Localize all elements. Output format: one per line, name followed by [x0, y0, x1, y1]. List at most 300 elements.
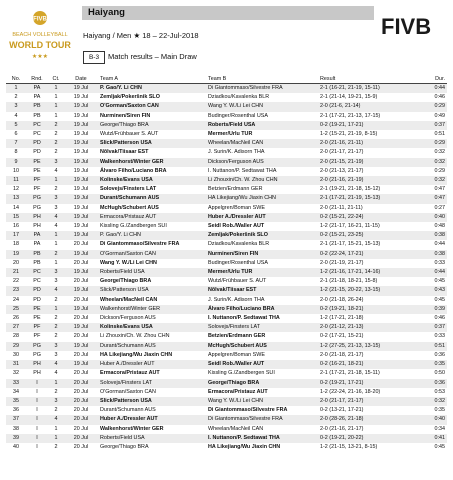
cell-court: 4	[54, 223, 58, 230]
cell-duration: 0:41	[422, 434, 447, 443]
cell-duration: 0:39	[422, 305, 447, 314]
cell-result: 0-2 (19-21, 17-21)	[318, 379, 422, 388]
cell-match-number: 35	[6, 397, 26, 406]
cell-court: 4	[54, 370, 58, 377]
cell-date: 19 Jul	[64, 176, 98, 185]
cell-team-a: Walkenhorst/Winter GER	[100, 425, 164, 432]
cell-round: PF	[33, 186, 41, 193]
cell-duration: 0:47	[422, 194, 447, 203]
cell-match-number: 32	[13, 370, 19, 377]
cell-round: I	[26, 415, 48, 424]
cell-team-a: Ermacora/Pristauz AUT	[98, 213, 206, 222]
cell-date: 20 Jul	[73, 425, 89, 432]
table-row	[6, 305, 447, 314]
table-row	[6, 397, 447, 406]
report-code: B-3	[83, 51, 105, 64]
col-header-date: Date	[64, 76, 98, 84]
cell-duration: 0:38	[422, 231, 447, 240]
cell-court: 1	[48, 176, 64, 185]
cell-court: 1	[48, 84, 64, 94]
cell-match-number: 30	[13, 351, 19, 358]
table-row	[6, 121, 447, 130]
cell-result: 0-2 (22-24, 17-21)	[318, 250, 422, 259]
cell-duration: 0:37	[422, 121, 447, 130]
cell-duration: 0:32	[422, 397, 447, 406]
cell-court: 2	[54, 333, 58, 340]
cell-match-number: 14	[13, 204, 19, 211]
cell-date: 19 Jul	[64, 231, 98, 240]
cell-team-b: Nõlvak/Tiisaar EST	[206, 286, 318, 295]
cell-match-number: 9	[6, 158, 26, 167]
cell-duration: 0:49	[434, 112, 445, 119]
cell-team-a: Dickson/Ferguson AUS	[100, 315, 156, 322]
cell-team-a: P. Gao/Y. Li CHN	[98, 231, 206, 240]
cell-date: 19 Jul	[64, 268, 98, 277]
cell-duration: 0:40	[422, 415, 447, 424]
cell-duration: 0:38	[422, 250, 447, 259]
cell-team-b: Li Zhouxin/Ch. W. Zhou CHN	[206, 176, 318, 185]
cell-court: 3	[48, 194, 64, 203]
table-row	[6, 93, 447, 102]
col-header-result: Result	[318, 76, 422, 84]
cell-team-b: Kissling G./Zandbergen SUI	[208, 370, 275, 377]
cell-round: PB	[33, 112, 41, 119]
cell-team-a: George/Thiago BRA	[100, 278, 152, 285]
cell-team-b: Seidl Rob./Waller AUT	[206, 360, 318, 369]
cell-court: 2	[48, 323, 64, 332]
cell-duration: 0:51	[422, 342, 447, 351]
results-body	[6, 84, 447, 453]
cell-result: 2-0 (21-15, 21-19)	[318, 158, 422, 167]
cell-duration: 0:37	[422, 323, 447, 332]
cell-date: 20 Jul	[73, 278, 89, 285]
event-subtitle: Haiyang / Men ★ 18 – 22-Jul-2018	[83, 31, 199, 40]
col-header-team-b: Team B	[206, 76, 318, 84]
cell-duration: 0:53	[434, 388, 445, 395]
cell-date: 19 Jul	[73, 112, 89, 119]
cell-round: I	[36, 425, 38, 432]
table-row	[6, 388, 447, 397]
cell-duration: 0:48	[434, 223, 445, 230]
cell-result: 2-0 (21-18, 21-17)	[320, 351, 364, 358]
cell-round: PG	[26, 342, 48, 351]
cell-result: 2-0 (21-17, 21-17)	[318, 397, 422, 406]
table-row	[6, 167, 447, 176]
cell-round: PE	[26, 305, 48, 314]
cell-team-a: Huber A./Dressler AUT	[98, 360, 206, 369]
cell-team-b: Betzien/Erdmann GER	[208, 333, 266, 340]
cell-team-a: Huber A./Dressler AUT	[98, 415, 206, 424]
cell-match-number: 6	[14, 131, 18, 138]
cell-team-a: Kolinske/Evans USA	[98, 176, 206, 185]
cell-duration: 0:47	[434, 186, 445, 193]
cell-team-b: I. Nuttanon/P. Sedtawat THA	[206, 434, 318, 443]
cell-court: 1	[54, 94, 58, 101]
cell-date: 19 Jul	[64, 84, 98, 94]
table-row	[6, 158, 447, 167]
cell-result: 2-1 (19-21, 21-18, 15-12)	[320, 186, 381, 193]
cell-match-number: 20	[13, 259, 19, 266]
table-row	[6, 332, 447, 341]
cell-team-b: Mermer/Urlu TUR	[206, 268, 318, 277]
cell-duration: 0:29	[434, 167, 445, 174]
cell-team-b: Di Giantommaso/Silvestre FRA	[208, 407, 288, 414]
cell-duration: 0:32	[422, 176, 447, 185]
cell-match-number: 28	[13, 333, 19, 340]
cell-duration: 0:46	[434, 315, 445, 322]
cell-result: 1-2 (21-15, 20-22, 13-15)	[318, 286, 422, 295]
cell-match-number: 25	[6, 305, 26, 314]
cell-result: 2-0 (21-16, 21-19)	[318, 176, 422, 185]
cell-date: 20 Jul	[73, 296, 89, 303]
cell-round: PE	[33, 167, 41, 174]
cell-date: 19 Jul	[64, 286, 98, 295]
cell-result: 2-0 (21-6, 21-14)	[318, 102, 422, 111]
cell-team-a: Durant/Schumann AUS	[100, 407, 156, 414]
table-row	[6, 286, 447, 295]
cell-team-a: Wheelan/MacNeil CAN	[100, 296, 158, 303]
col-header-team-a: Team A	[98, 76, 206, 84]
event-title: Haiyang	[88, 7, 125, 18]
table-row	[6, 176, 447, 185]
cell-round: I	[36, 443, 38, 450]
cell-date: 19 Jul	[73, 223, 89, 230]
cell-date: 19 Jul	[64, 158, 98, 167]
cell-date: 20 Jul	[73, 315, 89, 322]
cell-duration: 0:35	[422, 360, 447, 369]
cell-date: 20 Jul	[73, 407, 89, 414]
logo-worldtour-text: WORLD TOUR	[9, 40, 71, 50]
cell-team-a: Wang Y. W./Li Lei CHN	[100, 259, 157, 266]
cell-result: 2-0 (21-17, 21-17)	[320, 149, 364, 156]
cell-round: PE	[26, 158, 48, 167]
cell-team-b: Ermacora/Pristauz AUT	[208, 388, 268, 395]
cell-result: 1-2 (27-25, 21-13, 13-15)	[318, 342, 422, 351]
cell-result: 1-2 (21-17, 16-21, 11-15)	[320, 223, 380, 230]
cell-team-a: Kolinske/Evans USA	[98, 323, 206, 332]
table-row	[6, 185, 447, 194]
cell-team-b: Wheelan/MacNeil CAN	[206, 139, 318, 148]
cell-date: 19 Jul	[64, 305, 98, 314]
cell-round: PD	[26, 139, 48, 148]
col-header-duration: Dur.	[422, 76, 447, 84]
cell-match-number: 17	[6, 231, 26, 240]
cell-duration: 0:50	[434, 370, 445, 377]
cell-duration: 0:27	[434, 204, 445, 211]
cell-court: 2	[48, 250, 64, 259]
cell-duration: 0:44	[434, 241, 445, 248]
cell-duration: 0:32	[434, 149, 445, 156]
cell-court: 3	[48, 158, 64, 167]
cell-result: 2-0 (21-11, 21-11)	[320, 204, 363, 211]
svg-text:FIVB: FIVB	[381, 14, 432, 39]
table-row	[6, 425, 447, 434]
table-row	[6, 296, 447, 305]
cell-result: 1-2 (15-21, 21-19, 8-15)	[320, 131, 378, 138]
cell-round: PA	[33, 94, 41, 101]
cell-team-b: Wheelan/MacNeil CAN	[208, 425, 264, 432]
cell-team-b: J. Surin/K. Adisorn THA	[208, 296, 265, 303]
cell-duration: 0:40	[422, 213, 447, 222]
cell-court: 1	[48, 102, 64, 111]
cell-team-a: Zemljak/Pokeršnik SLO	[100, 94, 160, 101]
cell-match-number: 8	[14, 149, 18, 156]
cell-match-number: 31	[6, 360, 26, 369]
cell-round: I	[26, 379, 48, 388]
cell-match-number: 40	[13, 443, 19, 450]
table-row	[6, 379, 447, 388]
cell-date: 19 Jul	[73, 94, 89, 101]
cell-court: 1	[48, 379, 64, 388]
cell-round: PD	[26, 286, 48, 295]
cell-match-number: 1	[6, 84, 26, 94]
cell-date: 20 Jul	[73, 333, 89, 340]
cell-result: 0-2 (17-21, 15-21)	[320, 333, 364, 340]
cell-team-b: Appelgren/Boman SWE	[208, 204, 265, 211]
cell-match-number: 26	[13, 315, 19, 322]
cell-round: PB	[26, 102, 48, 111]
cell-team-a: Solovejs/Finsters LAT	[98, 379, 206, 388]
col-header-no: No.	[6, 76, 26, 84]
table-row	[6, 231, 447, 240]
cell-round: PD	[33, 149, 41, 156]
cell-court: 4	[48, 360, 64, 369]
cell-duration: 0:32	[422, 158, 447, 167]
cell-round: PG	[33, 204, 41, 211]
table-row	[6, 259, 447, 268]
table-row	[6, 213, 447, 222]
cell-round: PF	[26, 176, 48, 185]
cell-result: 0-2 (19-21, 18-21)	[318, 305, 422, 314]
cell-team-a: Slick/Patterson USA	[98, 286, 206, 295]
cell-team-a: Walkenhorst/Winter GER	[98, 158, 206, 167]
cell-court: 3	[54, 278, 58, 285]
cell-match-number: 11	[6, 176, 26, 185]
table-row	[6, 277, 447, 286]
cell-round: PH	[26, 213, 48, 222]
cell-match-number: 2	[14, 94, 18, 101]
logo-stars: ★★★	[31, 53, 49, 60]
cell-team-b: I. Nuttanon/P. Sedtawat THA	[208, 315, 280, 322]
cell-result: 2-1 (21-14, 19-21, 15-9)	[320, 94, 378, 101]
cell-team-a: HA Likejiang/Wu Jiaxin CHN	[100, 351, 173, 358]
cell-result: 1-2 (21-16, 17-21, 14-16)	[318, 268, 422, 277]
cell-team-b: Solovejs/Finsters LAT	[206, 323, 318, 332]
cell-match-number: 15	[6, 213, 26, 222]
cell-team-a: Nurminen/Siren FIN	[100, 112, 151, 119]
cell-result: 2-1 (16-21, 21-19, 15-11)	[318, 84, 422, 94]
cell-result: 2-1 (21-18, 18-21, 15-8)	[320, 278, 378, 285]
cell-team-b: Nurminen/Siren FIN	[206, 250, 318, 259]
cell-date: 20 Jul	[73, 259, 89, 266]
cell-team-b: Seidl Rob./Waller AUT	[208, 223, 265, 230]
cell-match-number: 22	[13, 278, 19, 285]
cell-date: 19 Jul	[73, 149, 89, 156]
cell-court: 4	[48, 213, 64, 222]
cell-round: PE	[33, 315, 41, 322]
cell-duration: 0:43	[422, 286, 447, 295]
cell-team-b: Roberts/Field USA	[206, 121, 318, 130]
cell-team-a: Roberts/Field USA	[98, 268, 206, 277]
cell-duration: 0:51	[434, 131, 445, 138]
cell-team-b: Álvaro Filho/Luciano BRA	[206, 305, 318, 314]
cell-result: 0-2 (15-21, 22-24)	[318, 213, 422, 222]
cell-round: PB	[33, 259, 41, 266]
cell-court: 2	[54, 407, 58, 414]
cell-team-b: Di Giantommaso/Silvestre FRA	[206, 84, 318, 94]
cell-match-number: 34	[13, 388, 19, 395]
cell-match-number: 4	[14, 112, 18, 119]
cell-court: 2	[54, 186, 58, 193]
table-row	[6, 323, 447, 332]
cell-team-a: Solovejs/Finsters LAT	[100, 186, 157, 193]
cell-team-b: Betzien/Erdmann GER	[208, 186, 263, 193]
cell-team-b: Budinger/Rosenthal USA	[208, 112, 268, 119]
cell-team-b: George/Thiago BRA	[206, 379, 318, 388]
cell-match-number: 21	[6, 268, 26, 277]
cell-match-number: 33	[6, 379, 26, 388]
table-row	[6, 102, 447, 111]
report-header	[0, 0, 453, 72]
cell-result: 2-0 (21-12, 21-13)	[318, 323, 422, 332]
cell-result: 2-0 (21-16, 21-17)	[320, 425, 364, 432]
cell-match-number: 3	[6, 102, 26, 111]
cell-round: PC	[26, 268, 48, 277]
cell-match-number: 7	[6, 139, 26, 148]
table-row	[6, 130, 447, 139]
cell-result: 1-2 (22-24, 21-16, 18-20)	[320, 388, 381, 395]
cell-match-number: 5	[6, 121, 26, 130]
cell-round: I	[36, 407, 38, 414]
cell-date: 20 Jul	[64, 434, 98, 443]
cell-date: 20 Jul	[73, 241, 89, 248]
cell-team-b: Dziadkou/Kavalenka BLR	[208, 241, 270, 248]
cell-team-a: Durant/Schumann AUS	[98, 194, 206, 203]
cell-team-b: Dziadkou/Kavalenka BLR	[208, 94, 270, 101]
cell-duration: 0:44	[422, 268, 447, 277]
cell-duration: 0:44	[422, 84, 447, 94]
cell-team-b: McHugh/Schubert AUS	[206, 342, 318, 351]
col-header-round: Rnd.	[26, 76, 48, 84]
cell-date: 20 Jul	[73, 351, 89, 358]
table-row	[6, 415, 447, 424]
cell-date: 20 Jul	[64, 379, 98, 388]
table-row	[6, 443, 447, 452]
cell-result: 2-1 (17-21, 21-13, 17-15)	[320, 112, 381, 119]
cell-round: PC	[33, 278, 41, 285]
cell-team-a: O'Gorman/Saxton CAN	[98, 102, 206, 111]
cell-court: 1	[54, 241, 58, 248]
cell-result: 2-1 (17-21, 21-18, 15-11)	[320, 370, 380, 377]
cell-date: 19 Jul	[64, 342, 98, 351]
cell-result: 0-2 (19-21, 17-21)	[318, 121, 422, 130]
cell-duration: 0:45	[434, 278, 445, 285]
cell-round: PF	[26, 323, 48, 332]
cell-court: 3	[48, 342, 64, 351]
table-row	[6, 342, 447, 351]
cell-match-number: 36	[13, 407, 19, 414]
table-row	[6, 194, 447, 203]
cell-team-b: I. Nuttanon/P. Sedtawat THA	[208, 167, 277, 174]
cell-match-number: 18	[13, 241, 19, 248]
cell-date: 20 Jul	[73, 443, 89, 450]
cell-match-number: 39	[6, 434, 26, 443]
cell-court: 3	[54, 351, 58, 358]
cell-match-number: 29	[6, 342, 26, 351]
cell-date: 19 Jul	[73, 186, 89, 193]
cell-court: 2	[54, 131, 58, 138]
report-title: Match results – Main Draw	[108, 52, 197, 61]
world-tour-logo	[6, 6, 74, 66]
cell-team-b: HA Likejiang/Wu Jiaxin CHN	[206, 194, 318, 203]
cell-team-a: Di Giantommaso/Silvestre FRA	[100, 241, 180, 248]
table-row	[6, 204, 447, 213]
cell-court: 4	[48, 415, 64, 424]
cell-result: 2-0 (21-16, 21-11)	[318, 139, 422, 148]
cell-court: 2	[48, 139, 64, 148]
cell-court: 1	[48, 231, 64, 240]
cell-court: 4	[48, 286, 64, 295]
table-row	[6, 148, 447, 157]
cell-date: 20 Jul	[73, 388, 89, 395]
cell-match-number: 16	[13, 223, 19, 230]
cell-match-number: 38	[13, 425, 19, 432]
cell-duration: 0:34	[434, 425, 445, 432]
cell-duration: 0:35	[434, 407, 445, 414]
cell-date: 20 Jul	[73, 370, 89, 377]
cell-date: 19 Jul	[64, 102, 98, 111]
cell-court: 2	[54, 443, 58, 450]
cell-round: I	[26, 397, 48, 406]
cell-match-number: 13	[6, 194, 26, 203]
cell-duration: 0:36	[434, 351, 445, 358]
table-row	[6, 139, 447, 148]
cell-round: PH	[33, 370, 41, 377]
cell-team-a: Walkenhorst/Winter GER	[98, 305, 206, 314]
table-row	[6, 268, 447, 277]
cell-team-a: Kissling G./Zandbergen SUI	[100, 223, 167, 230]
cell-result: 2-0 (21-13, 21-17)	[320, 167, 364, 174]
cell-team-a: Wutzl/Frühbauer S. AUT	[100, 131, 159, 138]
cell-team-a: McHugh/Schubert AUS	[100, 204, 159, 211]
cell-date: 20 Jul	[64, 397, 98, 406]
cell-match-number: 37	[6, 415, 26, 424]
cell-court: 3	[54, 204, 58, 211]
cell-team-a: Slick/Patterson USA	[98, 139, 206, 148]
cell-team-a: George/Thiago BRA	[98, 121, 206, 130]
logo-beach-text: BEACH VOLLEYBALL	[12, 32, 68, 38]
cell-team-a: Álvaro Filho/Luciano BRA	[100, 167, 167, 174]
cell-result: 1-2 (21-15, 13-21, 8-15)	[320, 443, 378, 450]
cell-duration: 0:33	[434, 259, 445, 266]
cell-duration: 0:45	[434, 296, 445, 303]
cell-round: I	[36, 388, 38, 395]
table-row	[6, 222, 447, 231]
cell-date: 19 Jul	[73, 131, 89, 138]
cell-date: 19 Jul	[64, 194, 98, 203]
cell-duration: 0:36	[422, 379, 447, 388]
cell-round: I	[26, 434, 48, 443]
cell-result: 0-2 (16-21, 18-21)	[318, 360, 422, 369]
cell-team-a: Li Zhouxin/Ch. W. Zhou CHN	[100, 333, 170, 340]
table-row	[6, 84, 447, 94]
cell-round: PA	[26, 231, 48, 240]
table-row	[6, 434, 447, 443]
cell-match-number: 23	[6, 286, 26, 295]
cell-result: 2-0 (21-18, 26-24)	[320, 296, 364, 303]
cell-match-number: 12	[13, 186, 19, 193]
cell-round: PD	[33, 296, 41, 303]
